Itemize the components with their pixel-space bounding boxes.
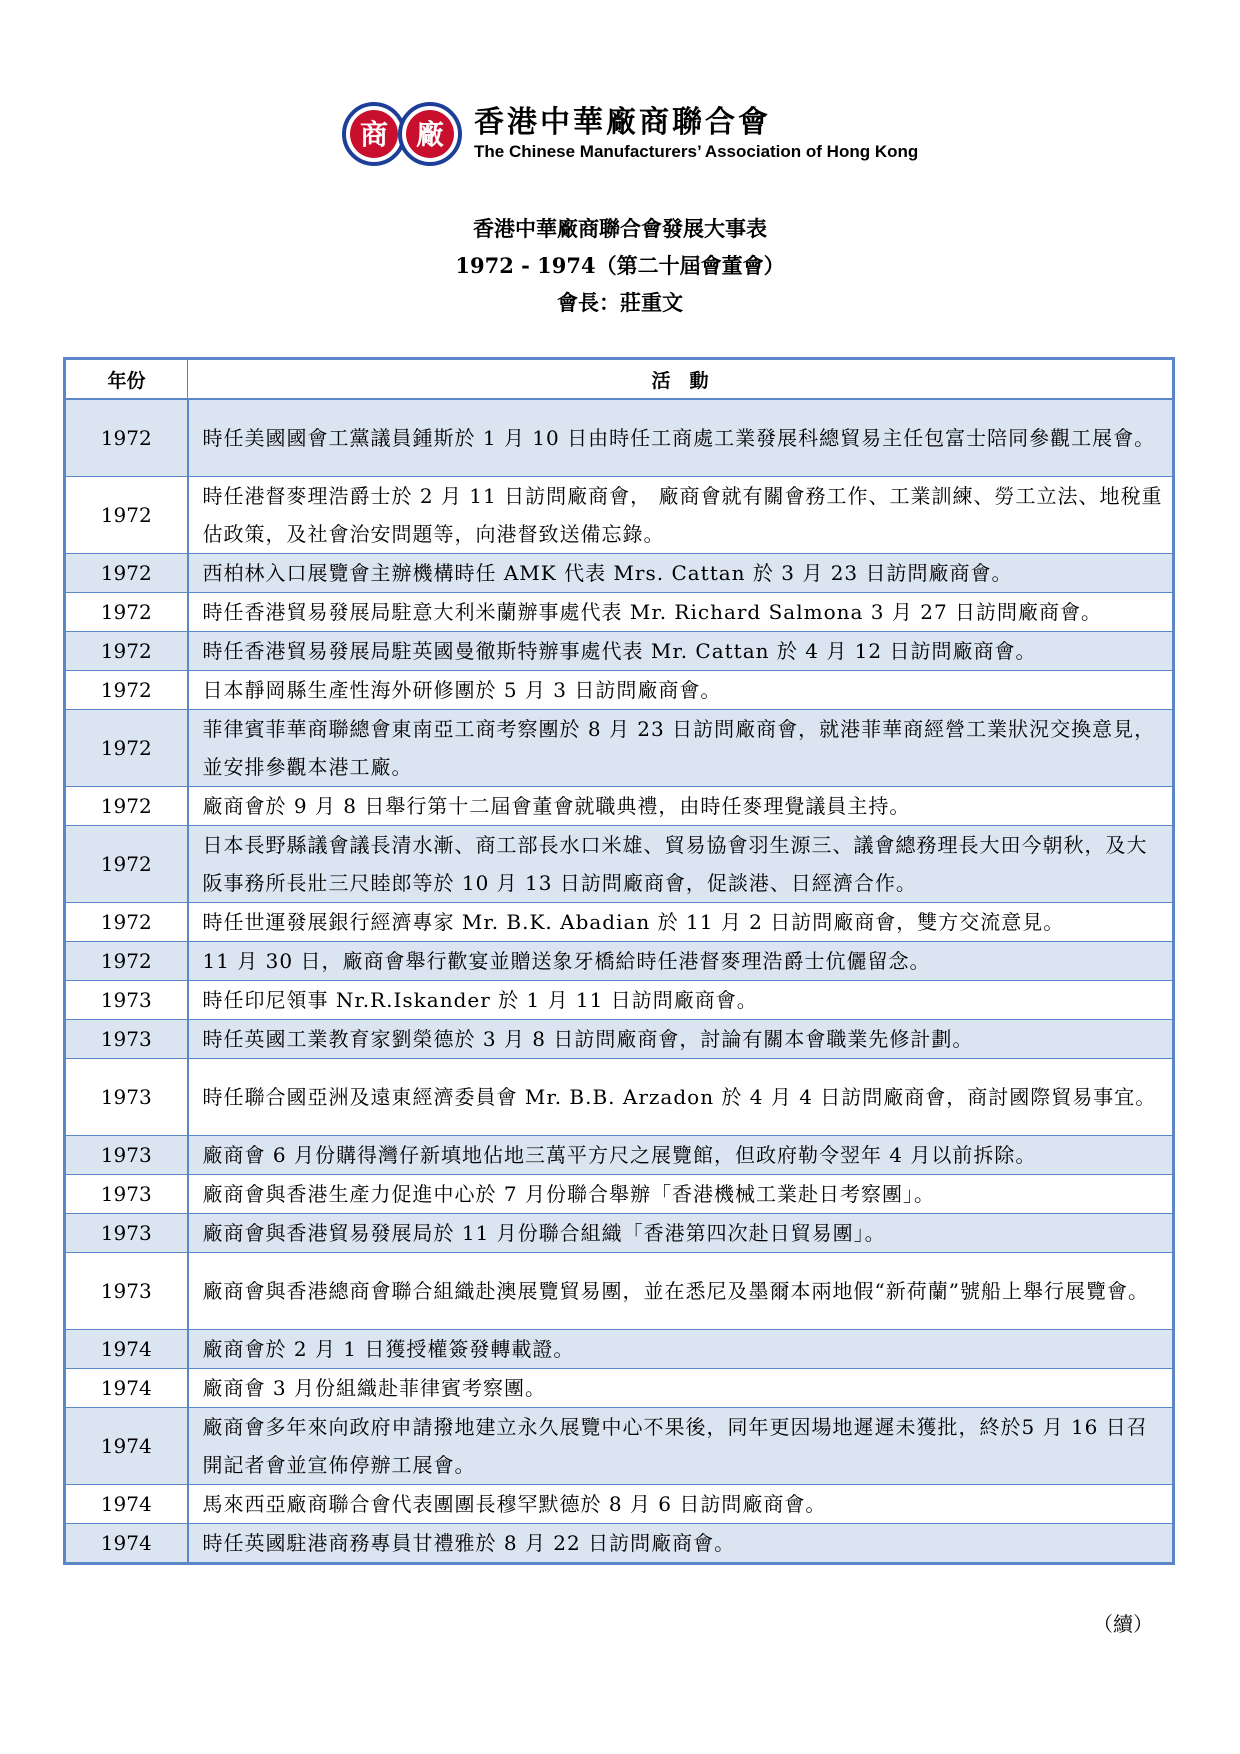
- org-name-zh: 香港中華廠商聯合會: [474, 105, 771, 140]
- row-year: 1974: [66, 1524, 188, 1563]
- row-year: 1972: [66, 477, 188, 554]
- table-row: [66, 710, 1173, 787]
- table-header-row: [66, 360, 1173, 400]
- table-row: [66, 1175, 1173, 1214]
- row-year: 1974: [66, 1408, 188, 1485]
- row-activity: 西柏林入口展覽會主辦機構時任 AMK 代表 Mrs. Cattan 於 3 月 23 日訪問廠商會。: [188, 554, 1173, 593]
- table-row: [66, 632, 1173, 671]
- row-activity: 廠商會與香港總商會聯合組織赴澳展覽貿易團，並在悉尼及墨爾本兩地假“新荷蘭”號船上舉行展覽會。: [188, 1253, 1173, 1330]
- row-activity: 廠商會 6 月份購得灣仔新填地佔地三萬平方尺之展覽館，但政府勒令翌年 4 月以前拆除。: [188, 1136, 1173, 1175]
- table-row: [66, 826, 1173, 903]
- table-row: [66, 477, 1173, 554]
- org-name-en: The Chinese Manufacturers’ Association of Hong Kong: [474, 142, 919, 161]
- table-row: [66, 554, 1173, 593]
- document-period: 1972 - 1974（第二十屆會董會）: [455, 253, 785, 278]
- row-year: 1972: [66, 942, 188, 981]
- row-activity: 時任聯合國亞洲及遠東經濟委員會 Mr. B.B. Arzadon 於 4 月 4 日訪問廠商會，商討國際貿易事宜。: [188, 1059, 1173, 1136]
- table-row: [66, 399, 1173, 477]
- table-row: [66, 981, 1173, 1020]
- table-row: [66, 1524, 1173, 1563]
- row-activity: 時任美國國會工黨議員鍾斯於 1 月 10 日由時任工商處工業發展科總貿易主任包富士陪同參觀工展會。: [188, 399, 1173, 477]
- row-year: 1974: [66, 1330, 188, 1369]
- events-table-wrapper: [63, 357, 1175, 1565]
- row-year: 1972: [66, 593, 188, 632]
- table-row: [66, 1369, 1173, 1408]
- table-row: [66, 787, 1173, 826]
- table-row: [66, 1020, 1173, 1059]
- table-row: [66, 903, 1173, 942]
- row-activity: 廠商會與香港生產力促進中心於 7 月份聯合舉辦「香港機械工業赴日考察團」。: [188, 1175, 1173, 1214]
- document-chairman: 會長：莊重文: [557, 290, 683, 315]
- row-year: 1973: [66, 1020, 188, 1059]
- row-year: 1973: [66, 1059, 188, 1136]
- header-activity: 活 動: [188, 360, 1173, 400]
- row-year: 1973: [66, 1136, 188, 1175]
- row-activity: 廠商會多年來向政府申請撥地建立永久展覽中心不果後，同年更因場地遲遲未獲批，終於5 月 16 日召開記者會並宣佈停辦工展會。: [188, 1408, 1173, 1485]
- row-activity: 廠商會與香港貿易發展局於 11 月份聯合組織「香港第四次赴日貿易團」。: [188, 1214, 1173, 1253]
- row-activity: 廠商會於 9 月 8 日舉行第十二屆會董會就職典禮，由時任麥理覺議員主持。: [188, 787, 1173, 826]
- table-row: [66, 1408, 1173, 1485]
- table-row: [66, 942, 1173, 981]
- table-row: [66, 1214, 1173, 1253]
- row-activity: 廠商會於 2 月 1 日獲授權簽發轉載證。: [188, 1330, 1173, 1369]
- continued-note: （續）: [1093, 1612, 1153, 1636]
- row-year: 1973: [66, 1214, 188, 1253]
- row-activity: 時任英國工業教育家劉榮德於 3 月 8 日訪問廠商會，討論有關本會職業先修計劃。: [188, 1020, 1173, 1059]
- org-logo: [340, 100, 466, 168]
- events-table: [65, 359, 1173, 1563]
- row-year: 1972: [66, 787, 188, 826]
- table-row: [66, 1136, 1173, 1175]
- table-row: [66, 593, 1173, 632]
- logo-char-left: 商: [359, 118, 389, 151]
- document-titles: [0, 210, 1240, 321]
- org-name: [474, 105, 918, 163]
- row-activity: 日本長野縣議會議長清水漸、商工部長水口米雄、貿易協會羽生源三、議會總務理長大田今朝秋，及大阪事務所長壯三尺睦郎等於 10 月 13 日訪問廠商會，促談港、日經濟合作。: [188, 826, 1173, 903]
- row-year: 1974: [66, 1369, 188, 1408]
- table-row: [66, 1330, 1173, 1369]
- row-year: 1974: [66, 1485, 188, 1524]
- row-activity: 時任港督麥理浩爵士於 2 月 11 日訪問廠商會， 廠商會就有關會務工作、工業訓練、勞工立法、地稅重估政策，及社會治安問題等，向港督致送備忘錄。: [188, 477, 1173, 554]
- row-year: 1972: [66, 632, 188, 671]
- row-year: 1973: [66, 981, 188, 1020]
- row-year: 1972: [66, 671, 188, 710]
- row-activity: 時任香港貿易發展局駐意大利米蘭辦事處代表 Mr. Richard Salmona 3 月 27 日訪問廠商會。: [188, 593, 1173, 632]
- table-row: [66, 671, 1173, 710]
- row-year: 1972: [66, 826, 188, 903]
- header-year: 年份: [66, 360, 188, 400]
- logo-char-right: 廠: [415, 118, 445, 151]
- row-activity: 時任世運發展銀行經濟專家 Mr. B.K. Abadian 於 11 月 2 日訪問廠商會，雙方交流意見。: [188, 903, 1173, 942]
- row-year: 1972: [66, 710, 188, 787]
- row-activity: 菲律賓菲華商聯總會東南亞工商考察團於 8 月 23 日訪問廠商會，就港菲華商經營工業狀況交換意見，並安排參觀本港工廠。: [188, 710, 1173, 787]
- row-activity: 廠商會 3 月份組織赴菲律賓考察團。: [188, 1369, 1173, 1408]
- row-activity: 日本靜岡縣生產性海外研修團於 5 月 3 日訪問廠商會。: [188, 671, 1173, 710]
- document-title: 香港中華廠商聯合會發展大事表: [473, 216, 767, 241]
- table-row: [66, 1485, 1173, 1524]
- row-year: 1973: [66, 1253, 188, 1330]
- table-row: [66, 1059, 1173, 1136]
- row-activity: 時任英國駐港商務專員甘禮雅於 8 月 22 日訪問廠商會。: [188, 1524, 1173, 1563]
- row-activity: 時任香港貿易發展局駐英國曼徹斯特辦事處代表 Mr. Cattan 於 4 月 12 日訪問廠商會。: [188, 632, 1173, 671]
- row-activity: 11 月 30 日，廠商會舉行歡宴並贈送象牙橋給時任港督麥理浩爵士伉儷留念。: [188, 942, 1173, 981]
- row-year: 1972: [66, 399, 188, 477]
- row-activity: 時任印尼領事 Nr.R.Iskander 於 1 月 11 日訪問廠商會。: [188, 981, 1173, 1020]
- row-year: 1972: [66, 554, 188, 593]
- row-year: 1972: [66, 903, 188, 942]
- row-activity: 馬來西亞廠商聯合會代表團團長穆罕默德於 8 月 6 日訪問廠商會。: [188, 1485, 1173, 1524]
- row-year: 1973: [66, 1175, 188, 1214]
- org-header: [340, 98, 918, 170]
- table-row: [66, 1253, 1173, 1330]
